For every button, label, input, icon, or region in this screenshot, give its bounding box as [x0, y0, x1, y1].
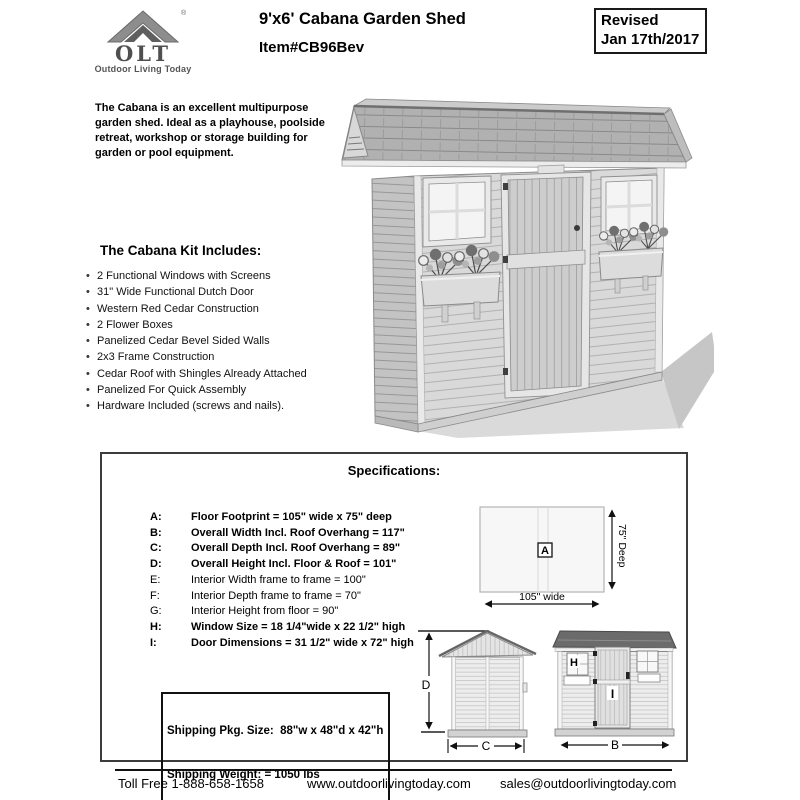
- floor-plan-diagram: [472, 496, 684, 618]
- spec-row: [150, 636, 414, 652]
- shed-side-wall: [372, 176, 418, 424]
- spec-row: [150, 573, 414, 589]
- spec-letter: B:: [150, 526, 162, 539]
- specifications-panel: [100, 452, 688, 781]
- kit-item: • 2x3 Frame Construction: [86, 349, 307, 365]
- kit-item: • Panelized Cedar Bevel Sided Walls: [86, 333, 307, 349]
- spec-row: [150, 541, 414, 557]
- kit-heading: The Cabana Kit Includes:: [100, 243, 262, 258]
- spec-row: [150, 557, 414, 573]
- registered-mark: ®: [181, 10, 187, 17]
- kit-item: • 2 Functional Windows with Screens: [86, 268, 307, 284]
- spec-letter: I:: [150, 636, 157, 649]
- spec-letter: G:: [150, 605, 162, 618]
- door-handle: [574, 225, 580, 231]
- revised-box: [594, 8, 707, 54]
- footer-divider: [115, 769, 672, 771]
- logo-brand-text: OLT: [115, 41, 171, 66]
- side-elevation: [553, 631, 676, 752]
- kit-item: • Cedar Roof with Shingles Already Attached: [86, 366, 307, 382]
- side-window-label: H: [570, 657, 578, 669]
- spec-text: Door Dimensions = 31 1/2" wide x 72" high: [191, 636, 414, 649]
- spec-text: Floor Footprint = 105" wide x 75" deep: [191, 511, 392, 523]
- footer-phone: Toll Free 1-888-658-1658: [118, 776, 264, 791]
- product-description: The Cabana is an excellent multipurpose garden shed. Ideal as a playhouse, poolside retreat, workshop or storage building for garden or pool equipment.: [95, 102, 325, 159]
- kit-item: • Panelized For Quick Assembly: [86, 382, 307, 398]
- kit-section: [86, 243, 307, 415]
- footer-website: www.outdoorlivingtoday.com: [307, 776, 471, 791]
- spec-text: Overall Depth Incl. Roof Overhang = 89": [191, 542, 401, 555]
- logo-tagline: Outdoor Living Today: [94, 64, 192, 74]
- spec-letter: A:: [150, 511, 162, 523]
- gable-height-label: D: [421, 678, 431, 692]
- spec-text: Interior Height from floor = 90": [191, 605, 339, 618]
- kit-item: • 2 Flower Boxes: [86, 317, 307, 333]
- footer-email: sales@outdoorlivingtoday.com: [500, 776, 677, 791]
- floorplan-area-label: A: [541, 545, 549, 557]
- floorplan-depth-label: 75" Deep: [616, 524, 628, 568]
- spec-text: Overall Width Incl. Roof Overhang = 117": [191, 526, 405, 539]
- gable-elevation: [418, 631, 536, 753]
- elevation-diagrams: [408, 618, 684, 758]
- spec-row: [150, 604, 414, 620]
- item-number: Item#CB96Bev: [259, 39, 365, 56]
- spec-letter: E:: [150, 573, 161, 586]
- shed-window-left: [423, 176, 491, 247]
- kit-item: • Hardware Included (screws and nails).: [86, 398, 307, 414]
- spec-row: [150, 620, 414, 636]
- spec-letter: F:: [150, 589, 160, 602]
- shed-illustration: [318, 80, 714, 438]
- roof-icon: [88, 6, 198, 44]
- spec-text: Interior Depth frame to frame = 70": [191, 589, 361, 602]
- gable-width-label: C: [481, 739, 491, 753]
- spec-letter: H:: [150, 620, 162, 633]
- side-width-label: B: [610, 738, 620, 752]
- spec-letter: C:: [150, 542, 162, 555]
- shipping-size: Shipping Pkg. Size: 88"w x 48"d x 42"h: [167, 725, 384, 737]
- revised-date: Jan 17th/2017: [601, 31, 700, 48]
- shed-roof: [342, 99, 692, 168]
- kit-list: [86, 268, 307, 415]
- spec-text: Overall Height Incl. Floor & Roof = 101": [191, 558, 397, 571]
- floorplan-width-label: 105" wide: [519, 591, 565, 603]
- spec-letter: D:: [150, 558, 162, 571]
- specifications-heading: Specifications:: [347, 463, 441, 478]
- side-door-label: I: [610, 687, 615, 701]
- shipping-weight: Shipping Weight: = 1050 lbs: [167, 768, 320, 781]
- kit-item: • 31" Wide Functional Dutch Door: [86, 284, 307, 300]
- spec-row: [150, 526, 414, 542]
- spec-list: [150, 510, 414, 651]
- revised-label: Revised: [601, 12, 659, 29]
- page-title: 9'x6' Cabana Garden Shed: [259, 10, 466, 28]
- kit-item: • Western Red Cedar Construction: [86, 301, 307, 317]
- spec-text: Window Size = 18 1/4"wide x 22 1/2" high: [191, 620, 406, 633]
- spec-row: [150, 589, 414, 605]
- shed-dutch-door: [501, 172, 591, 398]
- olt-logo: [86, 6, 200, 74]
- spec-row: [150, 510, 414, 526]
- spec-text: Interior Width frame to frame = 100": [191, 573, 366, 586]
